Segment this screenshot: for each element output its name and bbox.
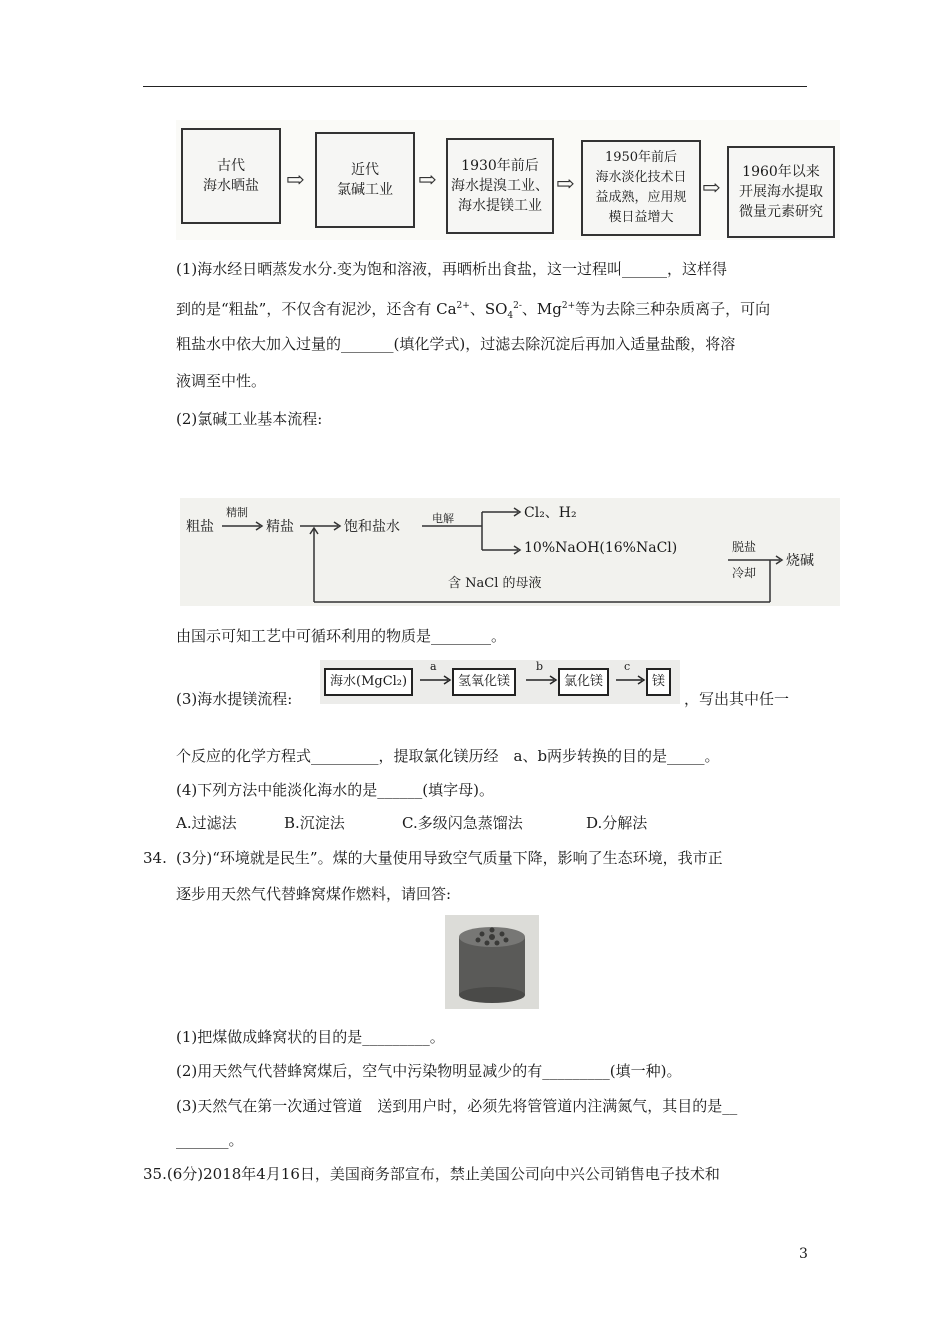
q34-sub-3: (3)天然气在第一次通过管道 送到用户时，必须先将管管道内注满氮气，其目的是__ xyxy=(176,1097,738,1115)
q3-prefix: (3)海水提镁流程: xyxy=(176,690,293,708)
honeycomb-coal-image xyxy=(445,915,539,1009)
flow-crude-salt: 粗盐 xyxy=(186,519,214,535)
q35-line-1: 35.(6分)2018年4月16日，美国商务部宣布，禁止美国公司向中兴公司销售电子技术和 xyxy=(143,1165,720,1183)
q4-option-a: A.过滤法 xyxy=(176,814,237,832)
so4-subscript: 4 xyxy=(507,311,514,321)
timeline-arrow: ⇨ xyxy=(418,168,437,193)
q1-line-2-text: 等为去除三种杂质离子，可向 xyxy=(575,300,771,318)
q34-sub-2: (2)用天然气代替蜂窝煤后，空气中污染物明显减少的有_________(填一种)。 xyxy=(176,1062,682,1080)
q34-line-1: (3分)“环境就是民生”。煤的大量使用导致空气质量下降，影响了生态环境，我市正 xyxy=(176,849,723,867)
magnesium-flow xyxy=(320,660,680,704)
timeline-box-ancient: 古代 海水晒盐 xyxy=(181,128,281,224)
q1-line-3: 粗盐水中依大加入过量的_______(填化学式)，过滤去除沉淀后再加入适量盐酸，将溶 xyxy=(176,335,736,353)
ca-charge: 2+ xyxy=(456,301,470,311)
q3-suffix: ，写出其中任一 xyxy=(684,690,790,708)
page-number: 3 xyxy=(799,1246,808,1262)
q3-line-2: 个反应的化学方程式_________，提取氯化镁历经 a、b两步转换的目的是_____。 xyxy=(176,747,720,765)
q1-line-2-text: 到的是“粗盐”，不仅含有泥沙，还含有 Ca xyxy=(176,300,457,318)
flow-electrolysis-label: 电解 xyxy=(432,512,454,525)
q2-question: 由国示可知工艺中可循环利用的物质是________。 xyxy=(176,627,507,645)
mg-step-a: a xyxy=(430,660,437,673)
mg-charge: 2+ xyxy=(561,301,576,311)
flow-refine-label: 精制 xyxy=(226,506,248,519)
timeline-arrow: ⇨ xyxy=(556,172,575,197)
q1-line-1: (1)海水经日晒蒸发水分.变为饱和溶液，再晒析出食盐，这一过程叫______，这样得 xyxy=(176,260,728,278)
header-rule xyxy=(143,86,807,87)
q34-line-2: 逐步用天然气代替蜂窝煤作燃料，请回答: xyxy=(176,885,452,903)
q4-option-d: D.分解法 xyxy=(586,814,648,832)
q4-option-c: C.多级闪急蒸馏法 xyxy=(402,814,523,832)
q34-sub-1: (1)把煤做成蜂窝状的目的是_________。 xyxy=(176,1028,445,1046)
mg-box-magnesium: 镁 xyxy=(646,668,671,696)
q34-number: 34. xyxy=(143,849,167,867)
chlor-alkali-flow xyxy=(180,498,840,606)
timeline-box-1950: 1950年前后 海水淡化技术日 益成熟，应用规 模日益增大 xyxy=(581,140,701,236)
timeline-box-1930: 1930年前后 海水提溴工业、 海水提镁工业 xyxy=(446,138,554,234)
flow-gases: Cl₂、H₂ xyxy=(524,505,577,521)
mg-box-chloride: 氯化镁 xyxy=(558,668,609,696)
q1-line-2-text: 、Mg xyxy=(521,300,562,318)
q1-line-4: 液调至中性。 xyxy=(176,372,267,390)
mg-step-b: b xyxy=(536,660,544,673)
honeycomb-coal-drawing xyxy=(445,915,539,1009)
flow-caustic-soda: 烧碱 xyxy=(786,553,814,569)
q4-title: (4)下列方法中能淡化海水的是______(填字母)。 xyxy=(176,781,494,799)
timeline-box-modern: 近代 氯碱工业 xyxy=(315,132,415,228)
q34-sub-3-cont: _______。 xyxy=(176,1131,244,1149)
flow-fine-salt: 精盐 xyxy=(266,519,294,535)
mg-step-c: c xyxy=(624,660,631,673)
q4-option-b: B.沉淀法 xyxy=(284,814,345,832)
flow-mother-liquor: 含 NaCl 的母液 xyxy=(448,576,542,591)
mg-box-hydroxide: 氢氧化镁 xyxy=(452,668,516,696)
q1-line-2-text: 、SO xyxy=(469,300,508,318)
q2-title: (2)氯碱工业基本流程: xyxy=(176,410,323,428)
mg-box-seawater: 海水(MgCl₂) xyxy=(324,668,413,696)
flow-saturated-brine: 饱和盐水 xyxy=(344,519,400,535)
flow-cool-label: 冷却 xyxy=(732,566,757,580)
timeline-box-1960: 1960年以来 开展海水提取 微量元素研究 xyxy=(727,146,835,238)
timeline-arrow: ⇨ xyxy=(702,176,721,201)
flow-naoh-solution: 10%NaOH(16%NaCl) xyxy=(524,540,678,556)
so4-charge: 2- xyxy=(513,301,522,311)
flow-desalt-label: 脱盐 xyxy=(732,540,757,554)
q1-line-2 xyxy=(176,296,770,326)
timeline-arrow: ⇨ xyxy=(286,168,305,193)
